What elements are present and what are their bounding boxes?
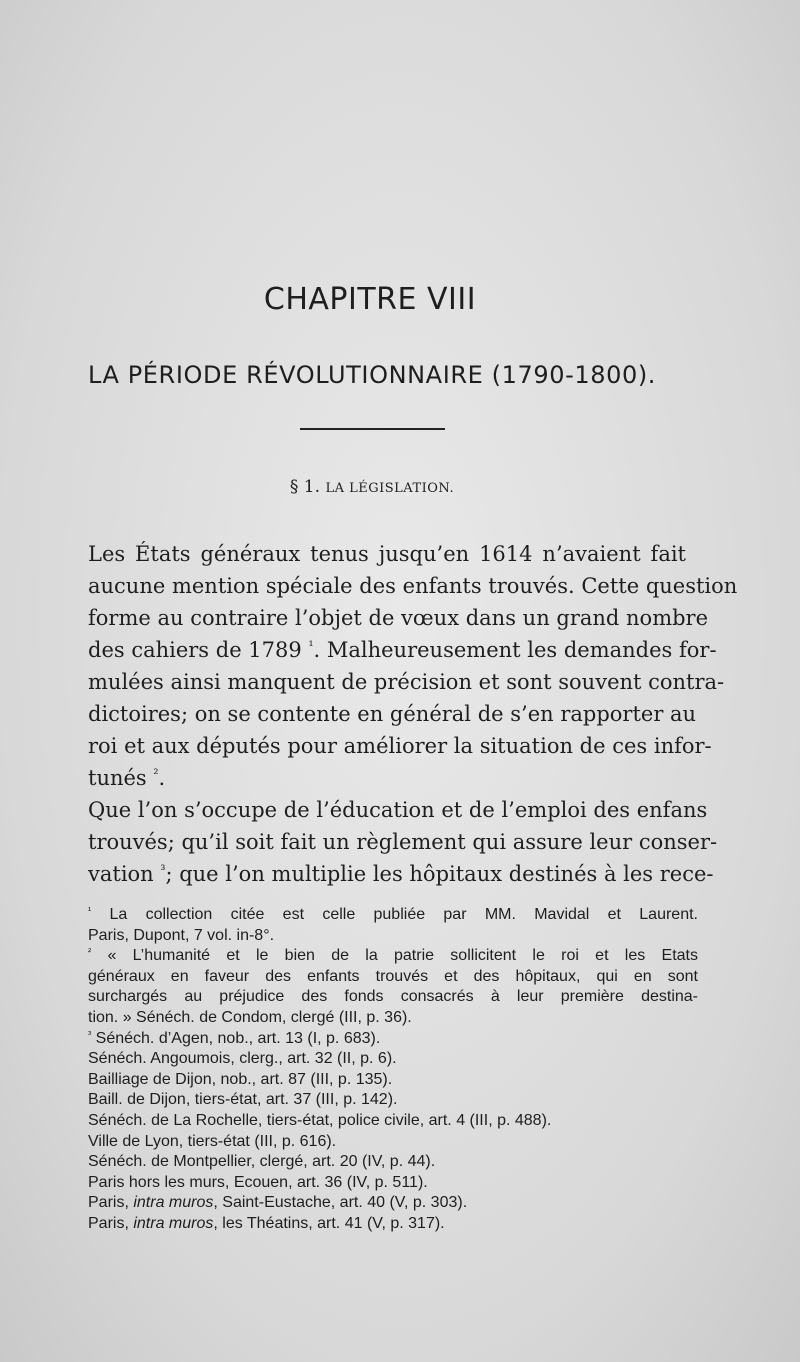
- text-line: dictoires; on se contente en général de s’en rapporter au: [88, 702, 697, 726]
- footnote-mark: ²: [88, 946, 92, 958]
- body-text: [88, 538, 738, 890]
- text-line: mulées ainsi manquent de précision et sont souvent contra-: [88, 670, 725, 694]
- text-line: Que l’on s’occupe de l’éducation et de l’emploi des enfans: [88, 798, 708, 822]
- footnotes: [88, 905, 698, 1235]
- footnote-line: Paris hors les murs, Ecouen, art. 36 (IV, p. 511).: [88, 1173, 428, 1191]
- footnote-ref: ³: [160, 862, 166, 878]
- text-segment: .: [158, 766, 166, 790]
- text-segment: tunés: [88, 766, 147, 790]
- text-line: forme au contraire l’objet de vœux dans un grand nombre: [88, 606, 709, 630]
- footnote-italic: intra muros: [133, 1194, 214, 1212]
- text-segment: vation: [88, 862, 154, 886]
- footnote-mark: ³: [88, 1029, 92, 1041]
- text-line: trouvés; qu’il soit fait un règlement qui assure leur conser-: [88, 830, 718, 854]
- section-heading: [0, 477, 772, 497]
- footnote-line: généraux en faveur des enfants trouvés et des hôpitaux, qui en sont: [88, 967, 698, 985]
- footnote-line: Sénéch. Angoumois, clerg., art. 32 (II, p. 6).: [88, 1050, 397, 1068]
- footnote-line: [88, 905, 698, 926]
- footnote-text: La collection citée est celle publiée par MM. Mavidal et Laurent.: [109, 906, 698, 923]
- footnote-line: tion. » Sénéch. de Condom, clergé (III, p. 36).: [88, 1008, 412, 1026]
- footnote-line: Paris, Dupont, 7 vol. in-8°.: [88, 926, 275, 944]
- footnote-text: « L’humanité et le bien de la patrie sollicitent le roi et les Etats: [107, 947, 698, 965]
- footnote-ref: ²: [153, 766, 159, 782]
- footnote-line: Bailliage de Dijon, nob., art. 87 (III, p. 135).: [88, 1070, 393, 1088]
- text-line: Les États généraux tenus jusqu’en 1614 n’avaient fait: [88, 542, 686, 566]
- footnote-text: Paris,: [88, 1194, 134, 1212]
- text-segment: . Malheureusement les demandes for-: [313, 638, 717, 662]
- footnote-line: [88, 1193, 698, 1214]
- text-line: roi et aux députés pour améliorer la situation de ces infor-: [88, 734, 712, 758]
- footnote-line: Sénéch. de La Rochelle, tiers-état, police civile, art. 4 (III, p. 488).: [88, 1111, 552, 1129]
- text-segment: des cahiers de 1789: [88, 638, 302, 662]
- footnote-line: [88, 946, 698, 967]
- footnote-line: Baill. de Dijon, tiers-état, art. 37 (III, p. 142).: [88, 1091, 398, 1109]
- footnote-line: surchargés au préjudice des fonds consacrés à leur première destina-: [88, 988, 698, 1006]
- footnote-line: Sénéch. de Montpellier, clergé, art. 20 (IV, p. 44).: [88, 1153, 436, 1171]
- footnote-mark: ¹: [88, 905, 92, 917]
- section-number: § 1.: [289, 477, 321, 497]
- footnote-text: , les Théatins, art. 41 (V, p. 317).: [213, 1214, 445, 1232]
- title-divider: [300, 428, 445, 430]
- footnote-line: [88, 1029, 698, 1050]
- footnote-text: , Saint-Eustache, art. 40 (V, p. 303).: [213, 1194, 468, 1212]
- text-line: aucune mention spéciale des enfants trouvés. Cette question: [88, 574, 738, 598]
- footnote-line: Ville de Lyon, tiers-état (III, p. 616).: [88, 1132, 337, 1150]
- text-line: [88, 634, 717, 666]
- footnote-text: Paris,: [88, 1214, 134, 1232]
- text-line: [88, 762, 686, 794]
- footnote-ref: ¹: [308, 638, 314, 654]
- footnote-line: [88, 1214, 698, 1235]
- footnote-text: Sénéch. d’Agen, nob., art. 13 (I, p. 683).: [95, 1029, 381, 1047]
- footnote-italic: intra muros: [133, 1214, 214, 1232]
- chapter-title: CHAPITRE VIII: [263, 282, 477, 317]
- text-line: [88, 858, 714, 890]
- chapter-subtitle: LA PÉRIODE RÉVOLUTIONNAIRE (1790-1800).: [87, 361, 657, 389]
- section-title: LA LÉGISLATION.: [325, 481, 455, 496]
- text-segment: ; que l’on multiplie les hôpitaux destinés à les rece-: [165, 862, 714, 886]
